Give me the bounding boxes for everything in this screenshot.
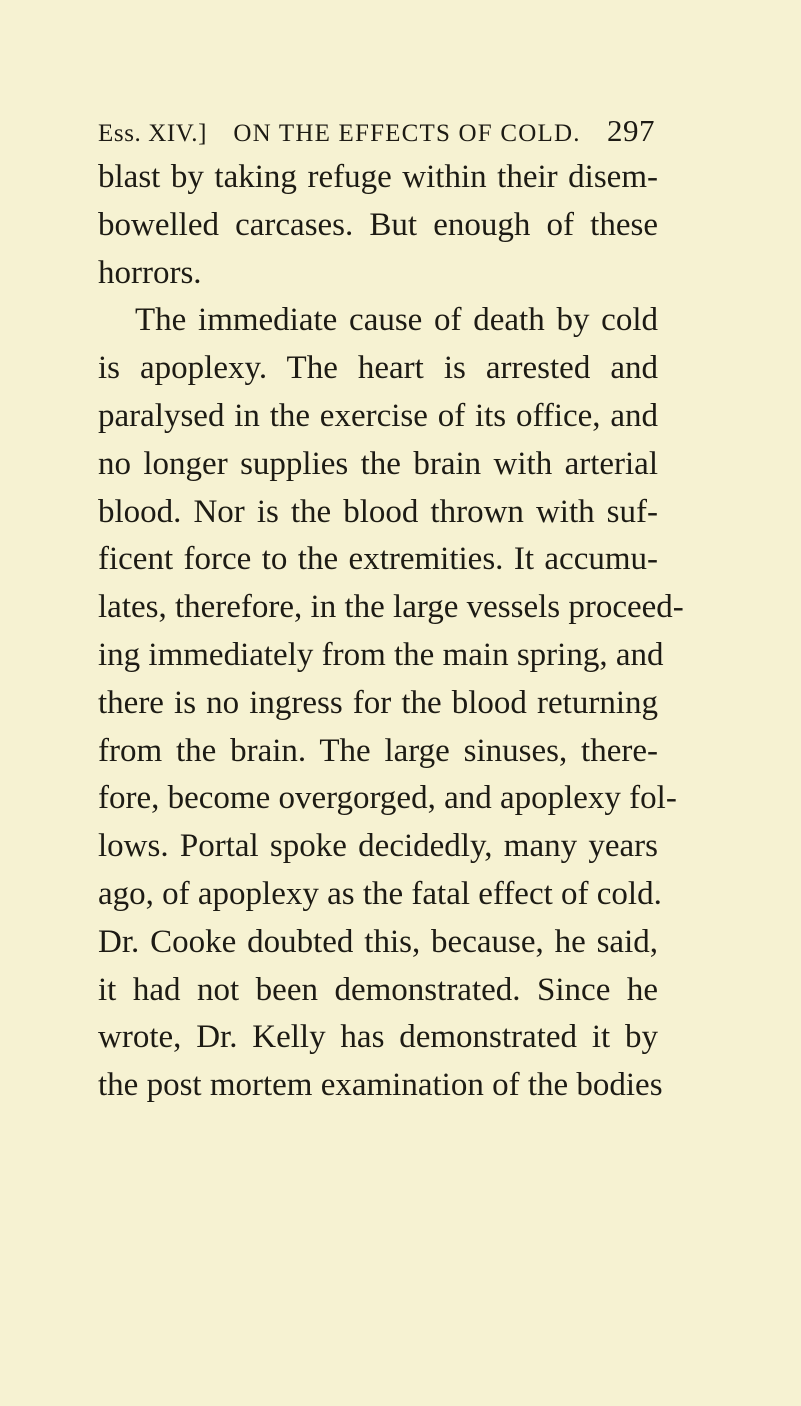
text-line: there is no ingress for the blood returning bbox=[98, 684, 658, 721]
text-line: the post mortem examination of the bodies bbox=[98, 1067, 663, 1104]
section-label: Ess. XIV.] bbox=[98, 120, 208, 147]
text-line: it had not been demonstrated. Since he bbox=[98, 971, 658, 1008]
text-line: no longer supplies the brain with arterial bbox=[98, 445, 658, 482]
text-line: is apoplexy. The heart is arrested and bbox=[98, 350, 658, 387]
running-title: ON THE EFFECTS OF COLD. bbox=[233, 120, 581, 147]
text-line: from the brain. The large sinuses, there- bbox=[98, 732, 658, 769]
text-line: lows. Portal spoke decidedly, many years bbox=[98, 828, 658, 865]
text-line: Dr. Cooke doubted this, because, he said, bbox=[98, 923, 658, 960]
text-line: blast by taking refuge within their disem- bbox=[98, 159, 658, 195]
text-line: paralysed in the exercise of its office, and bbox=[98, 397, 658, 434]
text-line: ago, of apoplexy as the fatal effect of cold. bbox=[98, 875, 662, 912]
text-line: The immediate cause of death by cold bbox=[135, 302, 658, 339]
running-header bbox=[98, 113, 655, 153]
body-text bbox=[98, 154, 684, 1110]
text-line: lates, therefore, in the large vessels proceed- bbox=[98, 589, 684, 626]
text-line: fore, become overgorged, and apoplexy fol- bbox=[98, 780, 677, 817]
text-line: ing immediately from the main spring, and bbox=[98, 636, 664, 673]
text-line: horrors. bbox=[98, 254, 202, 291]
page-number: 297 bbox=[607, 113, 655, 148]
text-line: blood. Nor is the blood thrown with suf- bbox=[98, 493, 658, 530]
text-line: ficent force to the extremities. It accumu- bbox=[98, 541, 658, 578]
text-line: bowelled carcases. But enough of these bbox=[98, 206, 658, 243]
text-line: wrote, Dr. Kelly has demonstrated it by bbox=[98, 1019, 658, 1056]
